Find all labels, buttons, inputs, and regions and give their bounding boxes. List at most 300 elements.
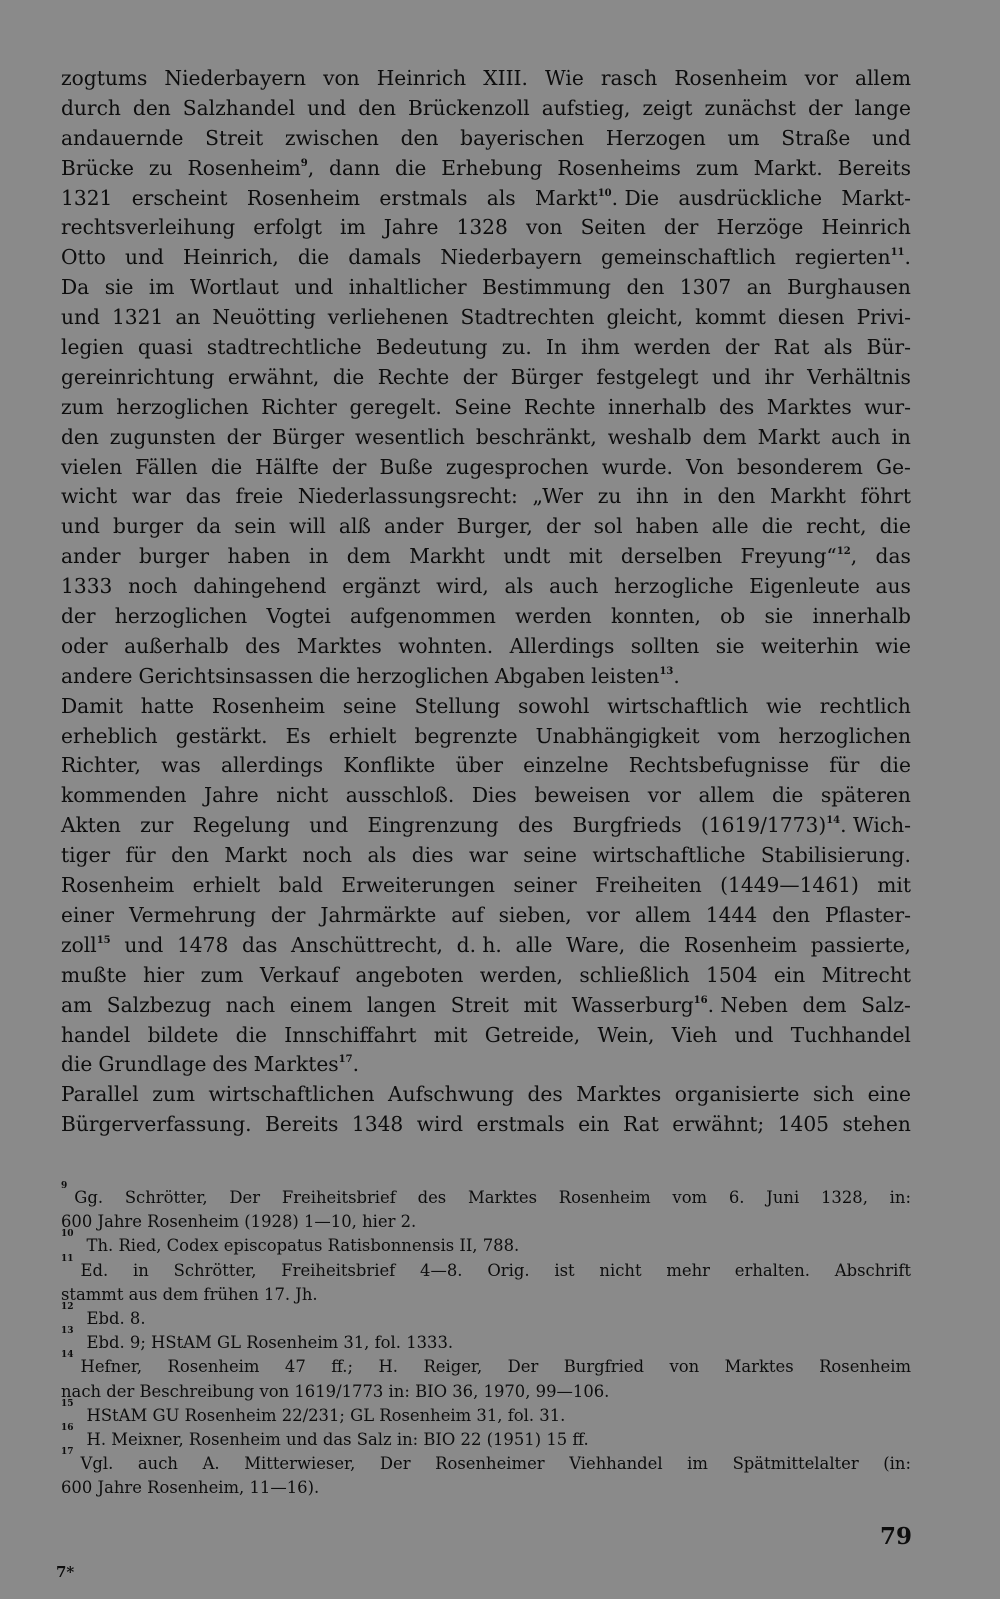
- word-text: wird,: [436, 574, 489, 599]
- word-text: .: [904, 245, 911, 270]
- footnote-number: 10: [61, 1229, 74, 1240]
- word: [695, 303, 766, 333]
- word-text: vor: [586, 902, 620, 927]
- word-text: erwähnt;: [672, 1112, 765, 1137]
- word-text: und: [125, 245, 164, 270]
- word: [523, 841, 577, 871]
- word: [696, 154, 739, 184]
- word: [526, 213, 563, 243]
- word-text: 1348: [351, 1112, 404, 1137]
- word: [355, 423, 465, 453]
- word-text: und: [61, 305, 100, 330]
- word: [355, 961, 463, 991]
- word: [212, 303, 315, 333]
- word: [877, 871, 911, 901]
- word-text: sieben,: [498, 902, 572, 927]
- word: [98, 1050, 206, 1080]
- word-text: In: [545, 335, 567, 360]
- word-text: am: [61, 992, 93, 1017]
- word-text: der: [462, 364, 498, 389]
- word: [680, 273, 731, 303]
- word-text: Heinrich,: [183, 245, 279, 270]
- footnote-line: [61, 1181, 911, 1210]
- word: [384, 512, 444, 542]
- word: [61, 512, 100, 542]
- word: [303, 841, 352, 871]
- word-text: erheblich: [61, 723, 158, 748]
- word-text: gestärkt.: [175, 723, 268, 748]
- word: [533, 482, 583, 512]
- word: [265, 1110, 338, 1140]
- text-line: [61, 632, 911, 662]
- word-text: quasi: [137, 335, 193, 360]
- word-text: Markt: [534, 185, 598, 210]
- word: [523, 991, 557, 1021]
- word: [107, 991, 211, 1021]
- word: [601, 243, 776, 273]
- word-text: und: [712, 364, 751, 389]
- word: [260, 961, 339, 991]
- word-text: oder: [61, 633, 108, 658]
- word-text: festgelegt: [596, 364, 699, 389]
- word-text: die: [235, 1022, 267, 1047]
- footnote-line: [61, 1326, 911, 1355]
- word: [440, 243, 582, 273]
- word: [469, 841, 508, 871]
- word: [242, 931, 277, 961]
- word-text: die: [879, 514, 911, 539]
- word: [635, 901, 691, 931]
- word-text: eine: [867, 1082, 911, 1107]
- footnote-marker: 9: [300, 157, 308, 169]
- word-text: hatte: [140, 693, 194, 718]
- word-text: in: [683, 484, 703, 509]
- footnote-number: 13: [61, 1326, 74, 1337]
- word-text: zum: [200, 962, 244, 987]
- word-text: den: [400, 125, 439, 150]
- footnote-line: [61, 1447, 911, 1476]
- word-text: sie: [764, 604, 794, 629]
- text-line: [61, 871, 911, 901]
- word-text: ihr: [764, 364, 794, 389]
- word-text: alle: [711, 514, 749, 539]
- word-text: Gerichtsinsassen: [138, 663, 313, 688]
- word-text: sie: [104, 275, 134, 300]
- word-text: Rosenheim: [674, 66, 788, 90]
- word: [779, 722, 911, 752]
- word: [518, 692, 589, 722]
- word: [767, 393, 852, 423]
- word-text: mit: [523, 992, 558, 1017]
- word-text: durch: [61, 95, 121, 120]
- word: [61, 722, 158, 752]
- word-text: aufstieg,: [541, 95, 631, 120]
- word-text: über: [455, 753, 503, 778]
- word: [328, 303, 449, 333]
- word-text: Innschiffahrt: [284, 1022, 417, 1047]
- word: [483, 64, 528, 94]
- word-text: des: [212, 1052, 248, 1077]
- word: [343, 692, 397, 722]
- word: [367, 991, 436, 1021]
- word: [684, 931, 797, 961]
- word-text: Burger,: [456, 514, 533, 539]
- word-text: konnten,: [611, 604, 701, 629]
- word-text: innerhalb: [812, 604, 911, 629]
- word-text: Seiten: [580, 215, 646, 240]
- word-text: allerdings: [220, 753, 324, 778]
- word-text: ihn: [636, 484, 669, 509]
- word-text: wirtschaftlichen: [208, 1082, 375, 1107]
- word-text: zwischen: [284, 125, 379, 150]
- word: [164, 64, 306, 94]
- word-text: Heinrich: [376, 66, 467, 90]
- footnote-line: [61, 1380, 911, 1404]
- word: [787, 273, 911, 303]
- word: [61, 692, 123, 722]
- word: [808, 94, 843, 124]
- word-text: einem: [289, 992, 353, 1017]
- word-text: Wein,: [597, 1022, 655, 1047]
- word: [503, 542, 550, 572]
- word-text: organisierte: [674, 1082, 800, 1107]
- text-line: [61, 662, 911, 692]
- word-text: mit: [433, 1022, 468, 1047]
- word-text: Bereits: [265, 1112, 339, 1137]
- word: [831, 423, 880, 453]
- word-text: das: [242, 932, 278, 957]
- word-text: undt: [503, 544, 551, 569]
- word: [572, 991, 788, 1021]
- word-text: dem: [346, 544, 391, 569]
- word: [61, 1110, 252, 1140]
- word-text: einzelne: [523, 753, 609, 778]
- text-line: [61, 901, 911, 931]
- word: [880, 751, 911, 781]
- word-text: tiger: [61, 843, 111, 868]
- word: [112, 303, 163, 333]
- text-line: [61, 931, 911, 961]
- word-text: dann: [329, 155, 381, 180]
- word-text: burger: [138, 544, 210, 569]
- word-text: mit: [877, 873, 911, 898]
- word-text: Wasserburg: [571, 992, 694, 1017]
- word-text: für: [125, 843, 156, 868]
- word-text: zum: [152, 1082, 196, 1107]
- word: [527, 1080, 562, 1110]
- word: [626, 273, 664, 303]
- word-text: dem: [802, 992, 847, 1017]
- word-text: . Wich-: [840, 813, 911, 838]
- word: [340, 213, 366, 243]
- word: [152, 1080, 195, 1110]
- word-text: Vieh: [671, 1022, 718, 1047]
- word: [829, 751, 859, 781]
- word-text: Straße: [781, 125, 851, 150]
- word-text: und: [124, 932, 164, 957]
- footnote: [61, 1301, 911, 1331]
- word: [857, 303, 911, 333]
- footnote-number: 16: [61, 1422, 74, 1433]
- word: [61, 991, 92, 1021]
- word: [706, 961, 757, 991]
- word-text: burger: [113, 514, 184, 539]
- word-text: Niederlassungsrecht:: [297, 484, 518, 509]
- word-text: Markt: [224, 843, 288, 868]
- word-text: Stadtrechten: [460, 305, 595, 330]
- word: [261, 393, 337, 423]
- word: [61, 303, 100, 333]
- word: [876, 572, 911, 602]
- word: [395, 154, 426, 184]
- word: [356, 662, 488, 692]
- word-text: sich: [812, 1082, 855, 1107]
- word: [712, 363, 751, 393]
- word-text: den: [717, 484, 756, 509]
- word-text: Abgaben: [494, 663, 586, 688]
- word-text: weshalb: [607, 424, 692, 449]
- word-text: Bür-: [866, 335, 911, 360]
- word: [298, 482, 518, 512]
- word: [621, 542, 722, 572]
- word-text: erfolgt: [253, 215, 322, 240]
- word: [377, 64, 466, 94]
- word: [762, 512, 793, 542]
- word: [718, 722, 761, 752]
- word: [140, 811, 173, 841]
- word-text: wirtschaftlich: [607, 693, 749, 718]
- word: [436, 572, 489, 602]
- word-text: Jahrmärkte: [320, 902, 437, 927]
- word: [61, 542, 121, 572]
- footnote-line: [61, 1283, 911, 1307]
- word: [821, 213, 910, 243]
- word-text: das: [185, 484, 221, 509]
- word: [766, 692, 802, 722]
- word: [408, 94, 530, 124]
- word: [193, 811, 290, 841]
- word-text: seiner: [513, 873, 577, 898]
- word-text: wohnten.: [398, 633, 494, 658]
- word: [876, 542, 911, 572]
- word: [61, 572, 112, 602]
- footnote-line: [61, 1229, 911, 1258]
- word: [61, 154, 134, 184]
- word: [211, 453, 242, 483]
- word: [284, 1021, 416, 1051]
- word-text: haben: [635, 514, 699, 539]
- word: [727, 124, 759, 154]
- word-text: handel: [61, 1022, 131, 1047]
- word: [614, 572, 733, 602]
- word-text: die: [61, 1052, 93, 1077]
- word-text: der: [724, 335, 760, 360]
- word: [201, 961, 244, 991]
- word-text: zur: [140, 813, 174, 838]
- word-text: sie: [715, 633, 745, 658]
- word-text: schließlich: [579, 962, 690, 987]
- word-text: vor: [804, 66, 838, 90]
- text-line: [61, 811, 911, 841]
- word: [806, 512, 866, 542]
- word: [703, 423, 747, 453]
- word-text: im: [340, 215, 366, 240]
- word-text: sein: [234, 514, 277, 539]
- word-text: von: [323, 66, 360, 90]
- word: [774, 333, 810, 363]
- word: [253, 213, 322, 243]
- word: [61, 1050, 92, 1080]
- word: [346, 781, 455, 811]
- word: [581, 333, 620, 363]
- word: [61, 423, 99, 453]
- word: [807, 363, 911, 393]
- word: [272, 423, 344, 453]
- word: [505, 572, 534, 602]
- word-text: und: [61, 514, 100, 539]
- word-text: freie: [235, 484, 284, 509]
- word-text: lange: [854, 95, 911, 120]
- word: [434, 1021, 468, 1051]
- word-text: zum: [695, 155, 739, 180]
- word: [61, 632, 108, 662]
- word: [61, 602, 96, 632]
- word-text: Erhebung: [441, 155, 543, 180]
- word: [674, 64, 787, 94]
- word: [717, 213, 804, 243]
- word-text: wie: [875, 633, 911, 658]
- word: [290, 991, 353, 1021]
- word: [480, 961, 563, 991]
- word-text: erhielt: [192, 873, 261, 898]
- word: [61, 363, 214, 393]
- word: [254, 1050, 359, 1080]
- word: [115, 602, 247, 632]
- text-line: [61, 512, 911, 542]
- word: [741, 542, 858, 572]
- word-text: rechtlich: [819, 693, 911, 718]
- word: [867, 333, 911, 363]
- footnote-text: Th. Ried, Codex episcopatus Ratisbonnensis II, 788.: [86, 1236, 520, 1256]
- word: [596, 363, 698, 393]
- text-line: [61, 64, 911, 94]
- word: [516, 931, 553, 961]
- word-text: herzoglichen: [356, 663, 489, 688]
- word-text: zoll: [61, 932, 97, 957]
- word-text: Salzbezug: [106, 992, 212, 1017]
- word: [634, 333, 711, 363]
- word: [472, 781, 517, 811]
- word-text: die: [319, 663, 351, 688]
- word-text: geregelt.: [349, 394, 442, 419]
- word-text: Privi-: [856, 305, 911, 330]
- word-text: begrenzte: [414, 723, 518, 748]
- footnote-text: nach der Beschreibung von 1619/1773 in: BIO 36, 1970, 99—106.: [61, 1381, 610, 1401]
- word-text: der: [270, 902, 306, 927]
- footnote-marker: 14: [826, 815, 841, 827]
- word-text: der: [808, 95, 843, 120]
- word: [778, 303, 845, 333]
- footnote: [61, 1447, 911, 1500]
- word-text: stadtrechtliche: [206, 335, 362, 360]
- word-text: .: [352, 1052, 359, 1077]
- word: [124, 632, 229, 662]
- word-text: derselben: [620, 544, 723, 569]
- word-text: Aufschwung: [388, 1082, 514, 1107]
- text-line: [61, 213, 911, 243]
- word: [875, 632, 911, 662]
- footnote-text: stammt aus dem frühen 17. Jh.: [61, 1284, 318, 1304]
- text-line: [61, 751, 911, 781]
- word: [813, 1080, 854, 1110]
- text-line: [61, 423, 911, 453]
- word-text: föhrt: [860, 484, 911, 509]
- word: [795, 243, 911, 273]
- text-line: [61, 572, 911, 602]
- word: [758, 423, 821, 453]
- word-text: seine: [523, 843, 577, 868]
- word-text: ander: [61, 544, 121, 569]
- word-text: zugunsten: [109, 424, 216, 449]
- footnote-marker: 17: [338, 1054, 353, 1066]
- word-text: 1328: [456, 215, 508, 240]
- word-text: wird: [416, 1112, 464, 1137]
- word: [822, 961, 911, 991]
- word-text: Verhältnis: [807, 364, 911, 389]
- text-line: [61, 393, 911, 423]
- text-line: [61, 453, 911, 483]
- word-text: innerhalb: [607, 394, 707, 419]
- word-text: nicht: [276, 783, 329, 808]
- word: [718, 482, 756, 512]
- word-text: des: [245, 633, 281, 658]
- word-text: dahingehend: [193, 574, 327, 599]
- word-text: des: [718, 394, 755, 419]
- text-line: [61, 94, 911, 124]
- word-text: Mitrecht: [821, 962, 911, 987]
- word: [309, 811, 348, 841]
- word-text: Vogtei: [266, 604, 331, 629]
- word-text: leisten: [591, 663, 660, 688]
- word-text: ausdrückliche: [678, 185, 823, 210]
- word-text: Parallel: [61, 1082, 139, 1107]
- word: [457, 931, 502, 961]
- word: [291, 931, 443, 961]
- word: [765, 363, 794, 393]
- footnote-text: Ed. in Schrötter, Freiheitsbrief 4—8. Orig. ist nicht mehr erhalten. Abschrift: [80, 1260, 911, 1280]
- word-text: zugesprochen: [445, 454, 589, 479]
- word: [221, 751, 323, 781]
- word: [772, 901, 810, 931]
- word: [61, 871, 174, 901]
- word-text: kommenden: [61, 783, 187, 808]
- footnote-number: 9: [61, 1181, 68, 1191]
- word-text: ein: [773, 962, 806, 987]
- word: [141, 692, 194, 722]
- word-text: allem: [698, 783, 755, 808]
- word-text: Von: [686, 454, 724, 479]
- word-text: rechtsverleihung: [61, 215, 236, 240]
- word: [319, 662, 350, 692]
- word: [61, 931, 111, 961]
- word-text: aufgenommen: [350, 604, 496, 629]
- word-text: Rat: [773, 335, 810, 360]
- word: [719, 393, 754, 423]
- word-text: gereinrichtung: [61, 364, 215, 389]
- word-text: Bürger: [272, 424, 345, 449]
- word: [149, 273, 175, 303]
- word: [838, 154, 911, 184]
